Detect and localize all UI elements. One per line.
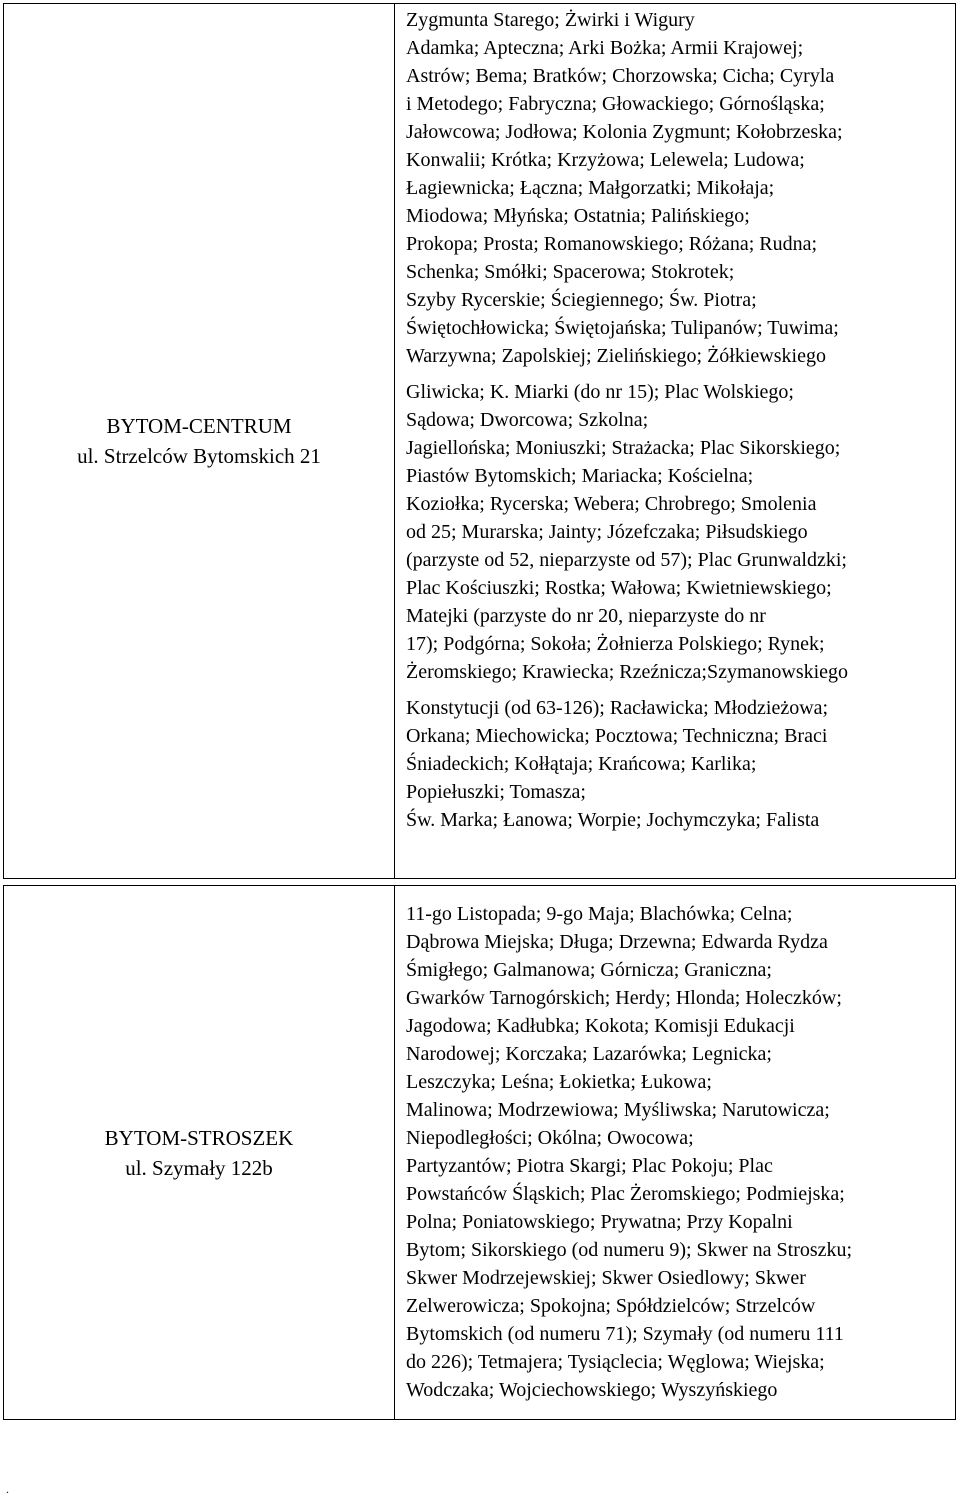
street-line: Astrów; Bema; Bratków; Chorzowska; Cicha; Cyryla — [406, 65, 835, 87]
table-row — [3, 885, 956, 1420]
street-line: Śniadeckich; Kołłątaja; Krańcowa; Karlika; — [406, 753, 757, 775]
streets-paragraph — [406, 378, 949, 686]
street-line: Powstańców Śląskich; Plac Żeromskiego; Podmiejska; — [406, 1183, 845, 1205]
street-line: do 226); Tetmajera; Tysiąclecia; Węglowa; Wiejska; — [406, 1351, 825, 1373]
streets-paragraph — [406, 900, 949, 1404]
table-row — [3, 3, 956, 879]
street-line: Orkana; Miechowicka; Pocztowa; Techniczna; Braci — [406, 725, 828, 747]
street-line: Jagodowa; Kadłubka; Kokota; Komisji Edukacji — [406, 1015, 795, 1037]
street-line: Żeromskiego; Krawiecka; Rzeźnicza;Szymanowskiego — [406, 661, 849, 683]
street-line: Adamka; Apteczna; Arki Bożka; Armii Krajowej; — [406, 37, 804, 59]
street-line: Gliwicka; K. Miarki (do nr 15); Plac Wolskiego; — [406, 381, 794, 403]
street-line: Szyby Rycerskie; Ściegiennego; Św. Piotra; — [406, 289, 757, 311]
street-line: Dąbrowa Miejska; Długa; Drzewna; Edwarda Rydza — [406, 931, 828, 953]
street-line: Niepodległości; Okólna; Owocowa; — [406, 1127, 694, 1149]
street-line: Piastów Bytomskich; Mariacka; Kościelna; — [406, 465, 754, 487]
street-line: Św. Marka; Łanowa; Worpie; Jochymczyka; Falista — [406, 809, 820, 831]
street-line: Prokopa; Prosta; Romanowskiego; Różana; Rudna; — [406, 233, 818, 255]
street-line: Śmigłego; Galmanowa; Górnicza; Graniczna; — [406, 959, 772, 981]
district-cell — [4, 4, 395, 878]
street-line: 17); Podgórna; Sokoła; Żołnierza Polskiego; Rynek; — [406, 633, 825, 655]
street-line: Jagiellońska; Moniuszki; Strażacka; Plac Sikorskiego; — [406, 437, 841, 459]
street-line: Matejki (parzyste do nr 20, nieparzyste do nr — [406, 605, 766, 627]
streets-cell — [395, 4, 955, 878]
street-line: Bytom; Sikorskiego (od numeru 9); Skwer na Stroszku; — [406, 1239, 853, 1261]
street-line: Świętochłowicka; Świętojańska; Tulipanów; Tuwima; — [406, 317, 839, 339]
streets-paragraph — [406, 6, 949, 370]
street-line: (parzyste od 52, nieparzyste od 57); Plac Grunwaldzki; — [406, 549, 847, 571]
street-line: Gwarków Tarnogórskich; Herdy; Hlonda; Holeczków; — [406, 987, 842, 1009]
street-line: Wodczaka; Wojciechowskiego; Wyszyńskiego — [406, 1379, 778, 1401]
street-line: Popiełuszki; Tomasza; — [406, 781, 586, 803]
street-line: Skwer Modrzejewskiej; Skwer Osiedlowy; Skwer — [406, 1267, 806, 1289]
district-address: ul. Strzelców Bytomskich 21 — [77, 444, 321, 468]
street-line: Partyzantów; Piotra Skargi; Plac Pokoju; Plac — [406, 1155, 773, 1177]
street-line: Leszczyka; Leśna; Łokietka; Łukowa; — [406, 1071, 712, 1093]
street-line: Narodowej; Korczaka; Lazarówka; Legnicka; — [406, 1043, 772, 1065]
street-line: Miodowa; Młyńska; Ostatnia; Palińskiego; — [406, 205, 750, 227]
street-line: 11-go Listopada; 9-go Maja; Blachówka; Celna; — [406, 903, 793, 925]
street-line: Schenka; Smółki; Spacerowa; Stokrotek; — [406, 261, 735, 283]
footer-mark: . — [6, 1482, 9, 1496]
street-line: Koziołka; Rycerska; Webera; Chrobrego; Smolenia — [406, 493, 817, 515]
street-line: i Metodego; Fabryczna; Głowackiego; Górnośląska; — [406, 93, 825, 115]
street-line: Malinowa; Modrzewiowa; Myśliwska; Narutowicza; — [406, 1099, 830, 1121]
street-line: Jałowcowa; Jodłowa; Kolonia Zygmunt; Kołobrzeska; — [406, 121, 843, 143]
street-line: Konwalii; Krótka; Krzyżowa; Lelewela; Ludowa; — [406, 149, 805, 171]
street-line: Zelwerowicza; Spokojna; Spółdzielców; Strzelców — [406, 1295, 816, 1317]
street-line: Konstytucji (od 63-126); Racławicka; Młodzieżowa; — [406, 697, 829, 719]
street-line: Łagiewnicka; Łączna; Małgorzatki; Mikołaja; — [406, 177, 775, 199]
street-line: Sądowa; Dworcowa; Szkolna; — [406, 409, 649, 431]
street-line: Bytomskich (od numeru 71); Szymały (od numeru 111 — [406, 1323, 844, 1345]
street-line: Polna; Poniatowskiego; Prywatna; Przy Kopalni — [406, 1211, 793, 1233]
streets-paragraph — [406, 694, 949, 834]
street-line: od 25; Murarska; Jainty; Józefczaka; Piłsudskiego — [406, 521, 808, 543]
street-line: Zygmunta Starego; Żwirki i Wigury — [406, 9, 695, 31]
district-name: BYTOM-CENTRUM — [106, 414, 292, 438]
streets-cell — [395, 886, 955, 1419]
street-line: Warzywna; Zapolskiej; Zielińskiego; Żółkiewskiego — [406, 345, 826, 367]
district-cell — [4, 886, 395, 1419]
street-line: Plac Kościuszki; Rostka; Wałowa; Kwietniewskiego; — [406, 577, 832, 599]
district-address: ul. Szymały 122b — [125, 1155, 273, 1180]
district-name: BYTOM-STROSZEK — [104, 1125, 294, 1150]
